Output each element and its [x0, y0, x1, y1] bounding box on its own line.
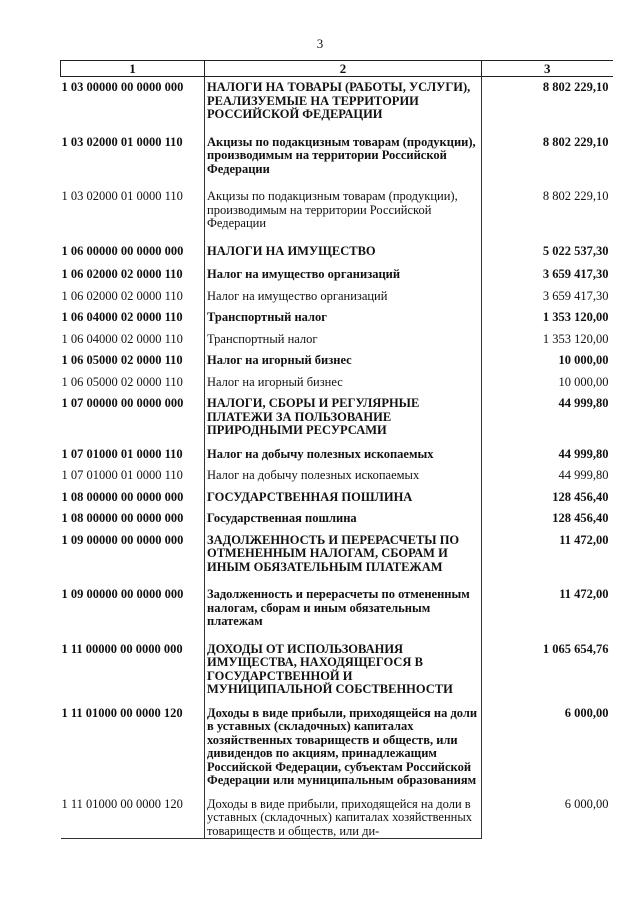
row-code: 1 07 00000 00 0000 000 [61, 397, 205, 448]
row-name: Акцизы по подакцизным товарам (продукции), производимым на территории Российской Федерации [205, 136, 482, 191]
row-code: 1 03 02000 01 0000 110 [61, 136, 205, 191]
row-amount: 44 999,80 [558, 468, 609, 482]
row-name: Налог на игорный бизнес [205, 376, 482, 398]
row-code: 1 06 02000 02 0000 110 [61, 290, 205, 312]
row-code: 1 07 01000 01 0000 110 [61, 448, 205, 470]
row-code: 1 08 00000 00 0000 000 [61, 491, 205, 513]
row-name: ЗАДОЛЖЕННОСТЬ И ПЕРЕРАСЧЕТЫ ПО ОТМЕНЕННЫМ НАЛОГАМ, СБОРАМ И ИНЫМ ОБЯЗАТЕЛЬНЫМ ПЛАТЕЖАМ [205, 534, 482, 589]
row-amount: 6 000,00 [564, 796, 609, 811]
row-amount: 5 022 537,30 [542, 243, 609, 258]
row-amount: 1 353 120,00 [542, 331, 609, 346]
table-row [61, 798, 613, 839]
row-code: 1 09 00000 00 0000 000 [61, 534, 205, 589]
table-row [61, 290, 613, 312]
table-row [61, 311, 613, 333]
row-name: Налог на имущество организаций [205, 290, 482, 312]
row-code: 1 07 01000 01 0000 110 [61, 469, 205, 491]
row-amount: 44 999,80 [558, 396, 609, 410]
column-header-code: 1 [61, 61, 205, 77]
table-row [61, 190, 613, 245]
row-amount: 10 000,00 [558, 374, 609, 389]
table-body [61, 77, 613, 839]
row-name: НАЛОГИ НА ТОВАРЫ (РАБОТЫ, УСЛУГИ), РЕАЛИЗУЕМЫЕ НА ТЕРРИТОРИИ РОССИЙСКОЙ ФЕДЕРАЦИИ [205, 77, 482, 136]
table-row [61, 136, 613, 191]
row-code: 1 03 00000 00 0000 000 [61, 77, 205, 136]
row-amount: 3 659 417,30 [542, 288, 609, 303]
row-amount: 8 802 229,10 [542, 134, 609, 149]
row-name: ДОХОДЫ ОТ ИСПОЛЬЗОВАНИЯ ИМУЩЕСТВА, НАХОДЯЩЕГОСЯ В ГОСУДАРСТВЕННОЙ И МУНИЦИПАЛЬНОЙ СОБСТВЕННОСТИ [205, 643, 482, 707]
row-name: Государственная пошлина [205, 512, 482, 534]
table-row [61, 448, 613, 470]
table-row [61, 333, 613, 355]
row-name: Транспортный налог [205, 311, 482, 333]
row-code: 1 06 04000 02 0000 110 [61, 311, 205, 333]
table-row [61, 512, 613, 534]
table-row [61, 268, 613, 290]
column-header-name: 2 [205, 61, 482, 77]
row-name: Налог на имущество организаций [205, 268, 482, 290]
row-name: Налог на добычу полезных ископаемых [205, 448, 482, 470]
row-amount: 8 802 229,10 [542, 80, 609, 94]
table-row [61, 77, 613, 136]
table-row [61, 354, 613, 376]
table-header-row [61, 61, 613, 77]
row-name: Налог на добычу полезных ископаемых [205, 469, 482, 491]
table-row [61, 707, 613, 798]
revenue-table [60, 60, 613, 839]
table-row [61, 245, 613, 269]
table-row [61, 491, 613, 513]
row-amount: 6 000,00 [564, 705, 609, 720]
row-name: НАЛОГИ НА ИМУЩЕСТВО [205, 245, 482, 269]
row-name: ГОСУДАРСТВЕННАЯ ПОШЛИНА [205, 491, 482, 513]
row-amount: 128 456,40 [552, 511, 609, 525]
row-code: 1 11 01000 00 0000 120 [61, 707, 205, 798]
table-row [61, 397, 613, 448]
row-code: 1 06 04000 02 0000 110 [61, 333, 205, 355]
table-row [61, 376, 613, 398]
row-code: 1 08 00000 00 0000 000 [61, 512, 205, 534]
row-amount: 44 999,80 [558, 446, 609, 461]
row-code: 1 09 00000 00 0000 000 [61, 588, 205, 643]
row-amount: 1 353 120,00 [542, 310, 609, 324]
row-amount: 1 065 654,76 [542, 641, 609, 656]
row-code: 1 03 02000 01 0000 110 [61, 190, 205, 245]
row-amount: 10 000,00 [558, 353, 609, 367]
row-name: Налог на игорный бизнес [205, 354, 482, 376]
row-amount: 11 472,00 [559, 532, 609, 547]
table-row [61, 588, 613, 643]
table-row [61, 469, 613, 491]
row-code: 1 11 01000 00 0000 120 [61, 798, 205, 839]
row-code: 1 11 00000 00 0000 000 [61, 643, 205, 707]
row-code: 1 06 05000 02 0000 110 [61, 376, 205, 398]
row-amount: 11 472,00 [559, 587, 609, 601]
table-row [61, 534, 613, 589]
row-name: Доходы в виде прибыли, приходящейся на доли в уставных (складочных) капиталах хозяйственных товариществ и обществ, или ди- [205, 798, 482, 839]
row-name: Транспортный налог [205, 333, 482, 355]
row-amount: 128 456,40 [552, 489, 609, 504]
row-code: 1 06 02000 02 0000 110 [61, 268, 205, 290]
row-name: Акцизы по подакцизным товарам (продукции), производимым на территории Российской Федерации [205, 190, 482, 245]
row-code: 1 06 05000 02 0000 110 [61, 354, 205, 376]
column-header-amount: 3 [482, 61, 613, 77]
table-row [61, 643, 613, 707]
row-name: Доходы в виде прибыли, приходящейся на доли в уставных (складочных) капиталах хозяйственных товариществ и обществ, или дивидендов по акциям, принадлежащим Российской Федерации, субъектам Российской Федерации или муниципальным образованиям [205, 707, 482, 798]
row-name: НАЛОГИ, СБОРЫ И РЕГУЛЯРНЫЕ ПЛАТЕЖИ ЗА ПОЛЬЗОВАНИЕ ПРИРОДНЫМИ РЕСУРСАМИ [205, 397, 482, 448]
page-number: 3 [316, 36, 324, 51]
row-amount: 3 659 417,30 [542, 267, 609, 281]
row-name: Задолженность и перерасчеты по отмененным налогам, сборам и иным обязательным платежам [205, 588, 482, 643]
row-amount: 8 802 229,10 [542, 189, 609, 203]
row-code: 1 06 00000 00 0000 000 [61, 245, 205, 269]
